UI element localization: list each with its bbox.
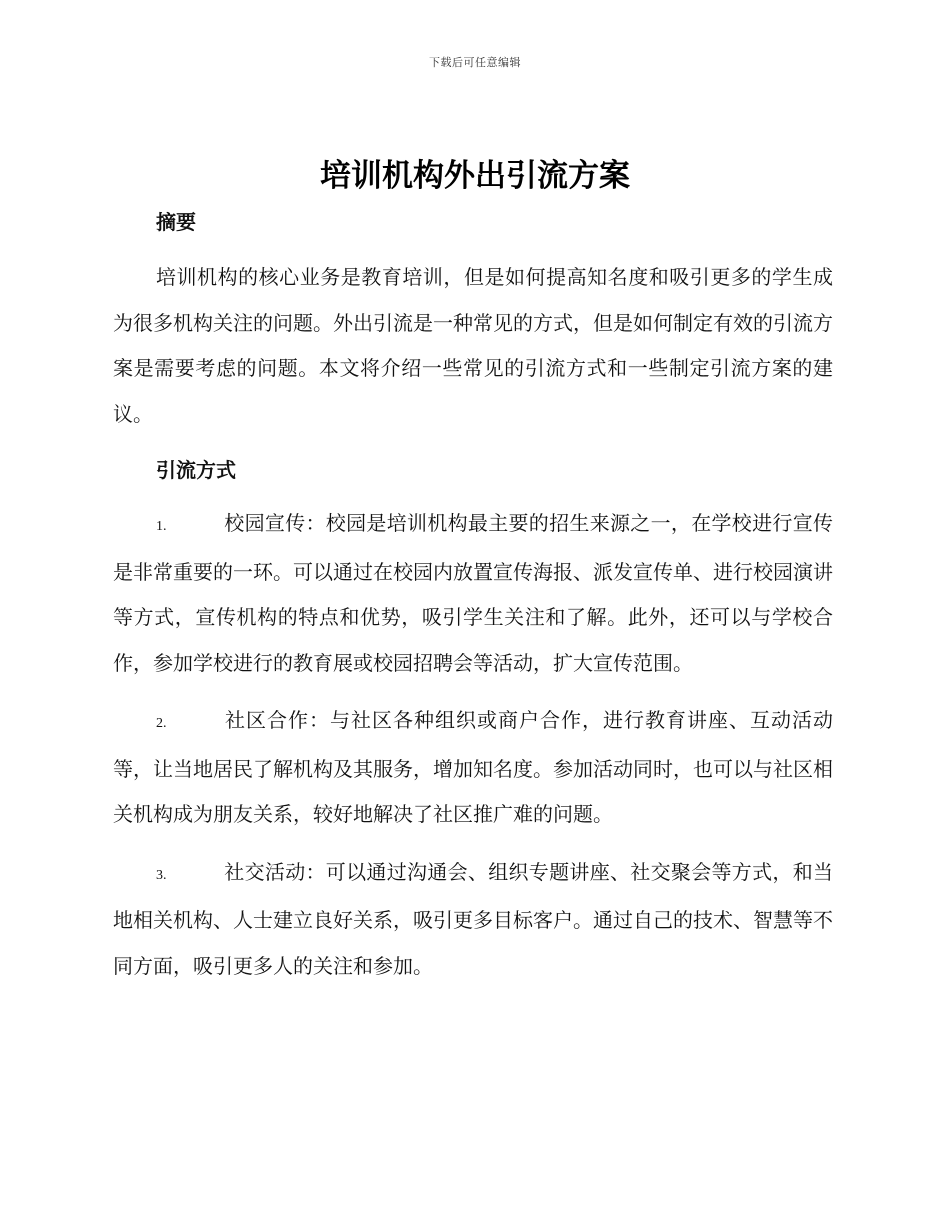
list-item bbox=[113, 850, 833, 990]
list-item-text: 校园宣传：校园是培训机构最主要的招生来源之一，在学校进行宣传是非常重要的一环。可以通过在校园内放置宣传海报、派发宣传单、进行校园演讲等方式，宣传机构的特点和优势，吸引学生关注和了解。此外，还可以与学校合作，参加学校进行的教育展或校园招聘会等活动，扩大宣传范围。 bbox=[113, 511, 833, 675]
list-item bbox=[113, 698, 833, 838]
list-item bbox=[113, 501, 833, 686]
list-item-number: 3. bbox=[156, 867, 167, 883]
list-item-number: 2. bbox=[156, 716, 167, 731]
list-item-text: 社交活动：可以通过沟通会、组织专题讲座、社交聚会等方式，和当地相关机构、人士建立良好关系，吸引更多目标客户。通过自己的技术、智慧等不同方面，吸引更多人的关注和参加。 bbox=[113, 859, 833, 978]
document-body bbox=[113, 204, 833, 989]
abstract-heading: 摘要 bbox=[156, 210, 196, 234]
header-note: 下载后可任意编辑 bbox=[429, 56, 521, 69]
list-item-text: 社区合作：与社区各种组织或商户合作，进行教育讲座、互动活动等，让当地居民了解机构及其服务，增加知名度。参加活动同时，也可以与社区相关机构成为朋友关系，较好地解决了社区推广难的问题。 bbox=[113, 708, 833, 826]
list-item-number: 1. bbox=[156, 519, 167, 534]
abstract-paragraph: 培训机构的核心业务是教育培训，但是如何提高知名度和吸引更多的学生成为很多机构关注的问题。外出引流是一种常见的方式，但是如何制定有效的引流方案是需要考虑的问题。本文将介绍一些常见的引流方式和一些制定引流方案的建议。 bbox=[113, 265, 833, 426]
methods-heading: 引流方式 bbox=[156, 458, 236, 482]
document-title: 培训机构外出引流方案 bbox=[320, 158, 630, 194]
